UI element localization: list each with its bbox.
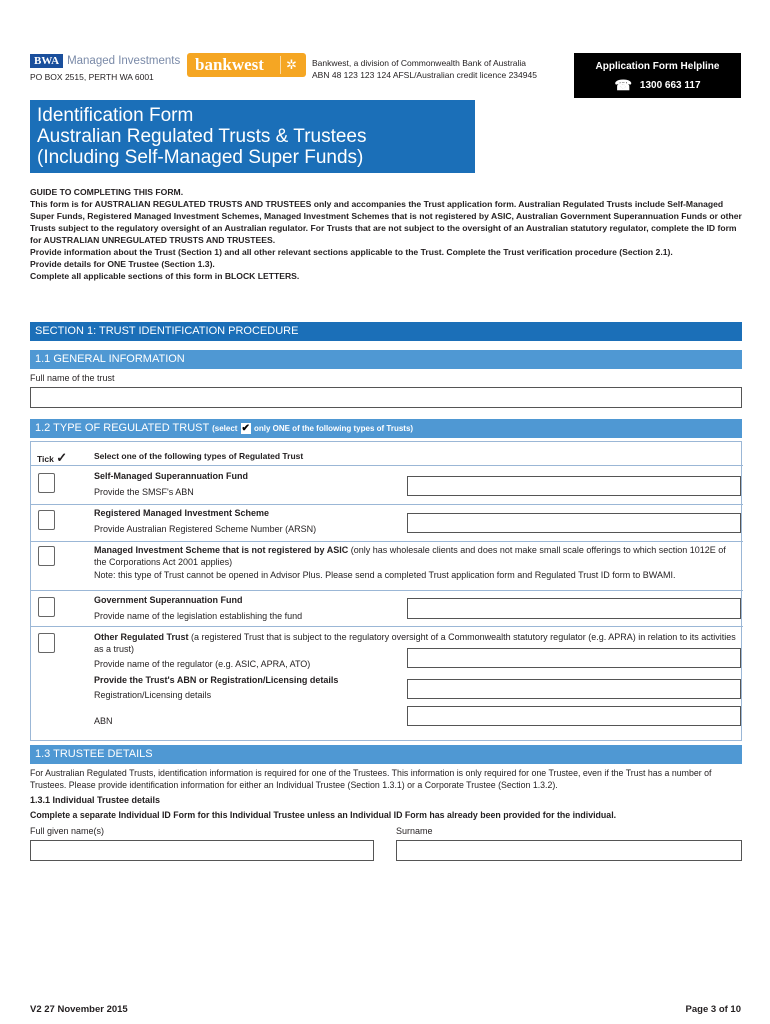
bwa-logo-text: Managed Investments [67,55,181,67]
surname-input[interactable] [396,840,742,861]
row-government-super-sub: Provide name of the legislation establishing the fund [94,610,303,621]
bankwest-logo [187,53,306,77]
section-1-1-header: 1.1 GENERAL INFORMATION [30,350,742,369]
helpline-number: 1300 663 117 [639,80,701,91]
row-divider [31,626,743,627]
individual-trustee-title: 1.3.1 Individual Trustee details [30,795,161,805]
row-divider [31,590,743,591]
bankwest-emblem-icon: ✲ [280,56,302,74]
section-1-2-note: only ONE of the following types of Trusts) [253,424,414,433]
row-unregistered-mis-title-rest: (only has wholesale clients and does not make small scale offerings to which section 1012E of the Corporations Act 2001 applies) [94,545,726,567]
title-line-1: Identification Form [37,105,194,126]
unregistered-mis-checkbox[interactable] [38,546,55,566]
given-name-input[interactable] [30,840,374,861]
trust-type-table [30,441,742,741]
row-unregistered-mis-title [94,545,739,568]
bank-info-line2: ABN 48 123 123 124 AFSL/Australian credit licence 234945 [312,70,537,80]
bwa-logo [30,54,180,68]
guide [30,186,742,282]
bank-info [312,57,537,81]
title-line-2: Australian Regulated Trusts & Trustees [37,126,367,147]
smsf-checkbox[interactable] [38,473,55,493]
helpline-row [574,77,741,94]
individual-trustee-instruction: Complete a separate Individual ID Form for this Individual Trustee unless an Individual ID Form has already been provided for the individual. [30,810,617,820]
other-regulated-checkbox[interactable] [38,633,55,653]
checkmark-icon: ✔ [241,423,250,434]
row-government-super-title: Government Superannuation Fund [94,595,243,605]
row-rmis-title: Registered Managed Investment Scheme [94,508,270,518]
smsf-abn-input[interactable] [407,476,741,496]
bank-info-line1: Bankwest, a division of Commonwealth Bank of Australia [312,58,527,68]
guide-heading: GUIDE TO COMPLETING THIS FORM. [30,187,184,197]
row-government-super [94,595,302,622]
trust-name-input[interactable] [30,387,742,408]
helpline-box [574,53,741,98]
tick-header-label: Tick [37,454,54,464]
abn-label: ABN [94,715,113,726]
row-divider [31,465,743,466]
bankwest-logo-text: bankwest [195,55,264,74]
guide-paragraph-1: This form is for AUSTRALIAN REGULATED TRUSTS AND TRUSTEES only and accompanies the Trust application form. Australian Regulated Trusts include Self-Managed Super Funds, Registered Managed Investment Schemes, Managed Investment Schemes that is not registered by ASIC, Australian Government Superannuation Funds or other Trusts subject to the regulatory oversight of an Australian regulator. For Trusts that are not subject to the oversight of an Australian statutory regulator, complete the ID form for AUSTRALIAN UNREGULATED TRUSTS AND TRUSTEES. [30,199,742,245]
row-divider [31,504,743,505]
select-header: Select one of the following types of Regulated Trust [94,451,304,461]
government-super-checkbox[interactable] [38,597,55,617]
arsn-input[interactable] [407,513,741,533]
row-smsf [94,471,248,498]
row-unregistered-mis-note: Note: this type of Trust cannot be opened in Advisor Plus. Please send a completed Trust application form and Regulated Trust ID form to BWAMI. [94,570,676,580]
row-rmis-sub: Provide Australian Registered Scheme Number (ARSN) [94,523,317,534]
row-unregistered-mis-title-bold: Managed Investment Scheme that is not registered by ASIC [94,545,349,555]
helpline-title: Application Form Helpline [595,61,720,72]
row-unregistered-mis [94,545,739,582]
form-title [30,100,475,173]
registration-label: Registration/Licensing details [94,690,212,700]
row-smsf-sub: Provide the SMSF's ABN [94,486,194,497]
guide-paragraph-4: Complete all applicable sections of this form in BLOCK LETTERS. [30,271,300,281]
tick-icon: ✓ [56,450,68,465]
registration-input[interactable] [407,679,741,699]
guide-paragraph-2: Provide information about the Trust (Section 1) and all other relevant sections applicable to the Trust. Complete the Trust verification procedure (Section 2.1). [30,247,673,257]
abn-or-registration-label: Provide the Trust's ABN or Registration/Licensing details [94,674,339,685]
section-1-2-title: 1.2 TYPE OF REGULATED TRUST [35,422,210,434]
section-1-2-select: (select [212,424,238,433]
abn-input[interactable] [407,706,741,726]
row-other-regulated-title-bold: Other Regulated Trust [94,632,189,642]
telephone-icon: ☎ [614,77,632,93]
guide-paragraph-3: Provide details for ONE Trustee (Section 1.3). [30,259,215,269]
title-line-3: (Including Self-Managed Super Funds) [37,147,364,168]
section-1-2-header [30,419,742,438]
tick-header [37,450,67,466]
row-divider [31,541,743,542]
bwa-logo-box: BWA [30,54,63,68]
footer-version: V2 27 November 2015 [30,1004,128,1015]
row-rmis [94,508,316,535]
trustee-intro: For Australian Regulated Trusts, identification information is required for one of the Trustees. This information is only required for one Trustee, even if the Trust has a number of Trustees. Please provide identification information for either an Individual Trustee (Section 1.3.1) or a Corporate Trustee (Section 1.3.2). [30,768,712,790]
trust-name-label: Full name of the trust [30,373,115,383]
surname-label: Surname [396,826,433,836]
regulator-label: Provide name of the regulator (e.g. ASIC, APRA, ATO) [94,659,311,669]
row-other-regulated-title-rest: (a registered Trust that is subject to the regulatory oversight of a Commonwealth statutory regulator (e.g. APRA) in relation to its activities as a trust) [94,632,736,654]
legislation-input[interactable] [407,598,741,619]
rmis-checkbox[interactable] [38,510,55,530]
po-box: PO BOX 2515, PERTH WA 6001 [30,72,154,82]
section-1-3-header: 1.3 TRUSTEE DETAILS [30,745,742,764]
section-1-header: SECTION 1: TRUST IDENTIFICATION PROCEDURE [30,322,742,341]
given-name-label: Full given name(s) [30,826,105,836]
footer-page-number: Page 3 of 10 [685,1004,741,1015]
regulator-input[interactable] [407,648,741,668]
row-smsf-title: Self-Managed Superannuation Fund [94,471,249,481]
